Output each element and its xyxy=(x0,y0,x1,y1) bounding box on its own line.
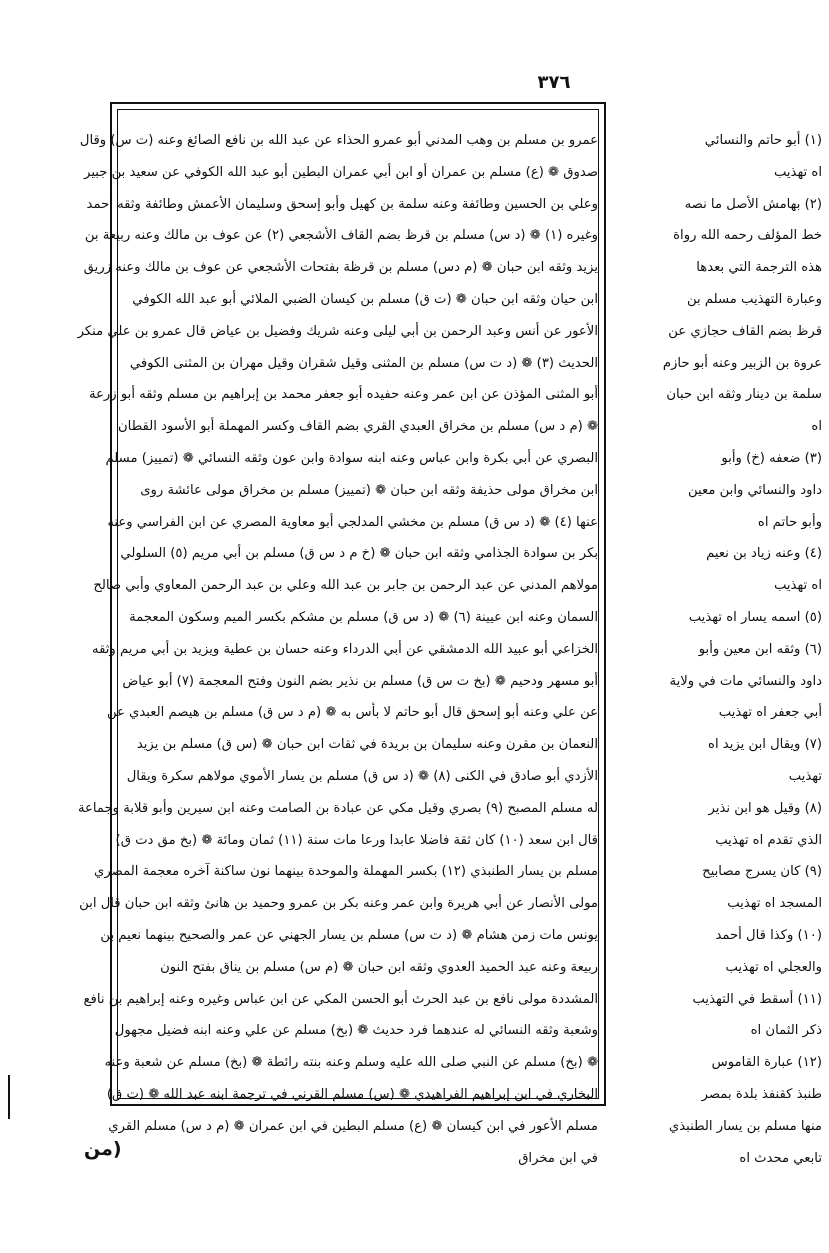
main-text-line: مسلم الأعور في ابن كيسان ❁ (ع) مسلم البطين في ابن عمران ❁ (م د س) مسلم القري xyxy=(108,1118,598,1134)
note-line: الذي تقدم اه تهذيب xyxy=(715,832,822,848)
main-text-line: البصري عن أبي بكرة وابن عباس وعنه ابنه سوادة وابن عون وثقه النسائي ❁ (تمييز) مسلم xyxy=(105,450,598,466)
note-line: قرظ بضم القاف حجازي عن xyxy=(668,323,822,339)
main-text-line: مولى الأنصار عن أبي هريرة وابن عمر وعنه بكر بن عمرو وحميد بن هانئ وثقه ابن حبان قال ابن xyxy=(79,896,598,912)
note-line: المسجد اه تهذيب xyxy=(727,896,822,912)
note-line: (٧) ويقال ابن يزيد اه xyxy=(708,737,822,753)
main-text-line: السمان وعنه ابن عيينة (٦) ❁ (د س ق) مسلم بن مشكم بكسر الميم وسكون المعجمة xyxy=(129,609,598,625)
note-line: داود والنسائي مات في ولاية xyxy=(669,673,822,689)
note-line: (٣) ضعفه (خ) وأبو xyxy=(721,450,822,466)
main-text-body xyxy=(77,125,598,1174)
note-line: اه تهذيب xyxy=(773,578,822,594)
main-text-line: وعلي بن الحسين وطائفة وعنه سلمة بن كهيل وأبو إسحق وسليمان الأعمش وطائفة وثقه أحمد xyxy=(86,196,598,212)
note-line: (١١) أسقط في التهذيب xyxy=(692,991,822,1007)
main-text-line: عن علي وعنه أبو إسحق قال أبو حاتم لا بأس به ❁ (م د س ق) مسلم بن هيصم العبدي عن xyxy=(106,705,598,721)
note-line: (٦) وثقه ابن معين وأبو xyxy=(698,641,822,657)
note-line: اه تهذيب xyxy=(773,164,822,180)
main-text-line: وغيره (١) ❁ (د س) مسلم بن قرظ بضم القاف الأشجعي (٢) عن عوف بن مالك وعنه ربيعة بن xyxy=(84,228,598,244)
note-line: وأبو حاتم اه xyxy=(757,514,822,530)
marginal-notes xyxy=(612,125,822,1174)
note-line: ذكر الثمان اه xyxy=(750,1023,822,1039)
note-line: (٨) وقيل هو ابن نذير xyxy=(708,800,822,816)
note-line: سلمة بن دينار وثقه ابن حبان xyxy=(666,387,822,403)
note-line: (١٠) وكذا قال أحمد xyxy=(715,927,822,943)
page-number: ٣٧٦ xyxy=(537,72,571,93)
main-text-line: في ابن مخراق xyxy=(518,1150,598,1166)
main-text-line: الأزدي أبو صادق في الكنى (٨) ❁ (د س ق) مسلم بن يسار الأموي مولاهم سكرة ويقال xyxy=(126,768,598,784)
note-line: (١) أبو حاتم والنسائي xyxy=(704,133,822,148)
main-text-line: مسلم بن يسار الطنبذي (١٢) بكسر المهملة والموحدة بينهما نون ساكنة آخره معجمة المصري xyxy=(94,864,598,880)
main-text-line: ربيعة وعنه عبد الحميد العدوي وثقه ابن حبان ❁ (م س) مسلم بن يناق بفتح النون xyxy=(160,959,598,975)
note-line: داود والنسائي وابن معين xyxy=(687,482,822,498)
note-line: اه xyxy=(811,419,822,435)
main-text-line: مولاهم المدني عن عبد الرحمن بن جابر بن عبد الله وعلي بن عبد الرحمن المعاوي وأبي صالح xyxy=(93,578,598,594)
note-line: منها مسلم بن يسار الطنبذي xyxy=(668,1118,822,1134)
note-line: تهذيب xyxy=(788,768,822,784)
note-line: عروة بن الزبير وعنه أبو حازم xyxy=(662,355,822,371)
note-line: وعبارة التهذيب مسلم بن xyxy=(686,291,822,307)
main-text-line: أبو مسهر ودحيم ❁ (بخ ت س ق) مسلم بن نذير بضم النون وفتح المعجمة (٧) أبو عياض xyxy=(122,673,598,689)
main-text-line: المشددة مولى نافع بن عبد الحرث أبو الحسن المكي عن ابن عباس وغيره وعنه إبراهيم بن نافع xyxy=(83,991,598,1007)
main-text-line: قال ابن سعد (١٠) كان ثقة فاضلا عابدا ورعا مات سنة (١١) ثمان ومائة ❁ (بخ مق دت ق) xyxy=(115,832,598,848)
main-text-line: الخزاعي أبو عبيد الله الدمشقي عن أبي الدرداء وعنه حسان بن عطية ويزيد بن أبي مريم وثقه xyxy=(92,641,598,657)
note-line: تابعي محدث اه xyxy=(739,1150,822,1166)
main-text-line: ❁ (بخ) مسلم عن النبي صلى الله عليه وسلم وعنه بنته رائطة ❁ (بخ) مسلم عن شعبة وعنه xyxy=(104,1055,598,1071)
note-line: (٤) وعنه زياد بن نعيم xyxy=(706,546,822,562)
note-line: أبي جعفر اه تهذيب xyxy=(718,705,822,721)
note-line: (١٢) عبارة القاموس xyxy=(711,1055,822,1071)
main-text-line: صدوق ❁ (ع) مسلم بن عمران أو ابن أبي عمران البطين أبو عبد الله الكوفي عن سعيد بن جبير xyxy=(84,164,598,180)
note-line: (٢) بهامش الأصل ما نصه xyxy=(684,196,822,212)
note-line: طنبذ كقنفذ بلدة بمصر xyxy=(701,1086,822,1102)
note-line: (٥) اسمه يسار اه تهذيب xyxy=(688,609,822,625)
main-text-line: بكر بن سوادة الجذامي وثقه ابن حبان ❁ (خ م د س ق) مسلم بن أبي مريم (٥) السلولي xyxy=(120,546,598,562)
main-text-line: الأعور عن أنس وعبد الرحمن بن أبي ليلى وعنه شريك وفضيل بن عياض قال عمرو بن علي منكر xyxy=(77,323,598,339)
main-text-line: الحديث (٣) ❁ (د ت س) مسلم بن المثنى وقيل شقران وقيل مهران بن المثنى الكوفي xyxy=(129,355,598,371)
margin-mark xyxy=(8,1075,10,1119)
main-text-line: له مسلم المصبح (٩) بصري وقيل مكي عن عبادة بن الصامت وعنه ابن سيرين وأبو قلابة وجماعة xyxy=(77,800,598,816)
note-line: خط المؤلف رحمه الله رواة xyxy=(673,228,822,244)
main-text-line: وشعبة وثقه النسائي له عندهما فرد حديث ❁ (بخ) مسلم عن علي وعنه ابنه فضيل مجهول xyxy=(114,1023,598,1039)
catchword: (من xyxy=(84,1138,122,1160)
main-text-line: أبو المثنى المؤذن عن ابن عمر وعنه حفيده أبو جعفر محمد بن إبراهيم بن مسلم وثقه أبو زرعة xyxy=(88,387,598,403)
main-text-line: عنها (٤) ❁ (د س ق) مسلم بن مخشي المدلجي أبو معاوية المصري عن ابن الفراسي وعنه xyxy=(107,514,598,530)
main-text-line: يونس مات زمن هشام ❁ (د ت س) مسلم بن يسار الجهني عن عمر والصحيح بينهما نعيم بن xyxy=(100,927,598,943)
note-line: (٩) كان يسرج مصابيح xyxy=(702,864,822,880)
main-text-line: النعمان بن مقرن وعنه سليمان بن بريدة في ثقات ابن حبان ❁ (س ق) مسلم بن يزيد xyxy=(136,737,598,753)
main-text-line: ❁ (م د س) مسلم بن مخراق العبدي القري بضم القاف وكسر المهملة أبو الأسود القطان xyxy=(118,419,598,435)
note-line: هذه الترجمة التي بعدها xyxy=(696,260,822,276)
main-text-line: البخاري في ابن إبراهيم الفراهيدي ❁ (س) مسلم القرني في ترجمة ابنه عبد الله ❁ (ت ق) xyxy=(106,1086,598,1102)
main-text-line: ابن مخراق مولى حذيفة وثقه ابن حبان ❁ (تمييز) مسلم بن مخراق مولى عائشة روى xyxy=(140,482,598,498)
note-line: والعجلي اه تهذيب xyxy=(725,959,822,975)
main-text-line: يزيد وثقه ابن حبان ❁ (م دس) مسلم بن قرظة بفتحات الأشجعي عن عوف بن مالك وعنه زريق xyxy=(83,260,598,276)
main-text-line: عمرو بن مسلم بن وهب المدني أبو عمرو الحذاء عن عبد الله بن نافع الصائغ وعنه (ت س) وقال xyxy=(79,133,598,148)
main-text-line: ابن حيان وثقه ابن حبان ❁ (ت ق) مسلم بن كيسان الضبي الملائي أبو عبد الله الكوفي xyxy=(132,291,598,307)
